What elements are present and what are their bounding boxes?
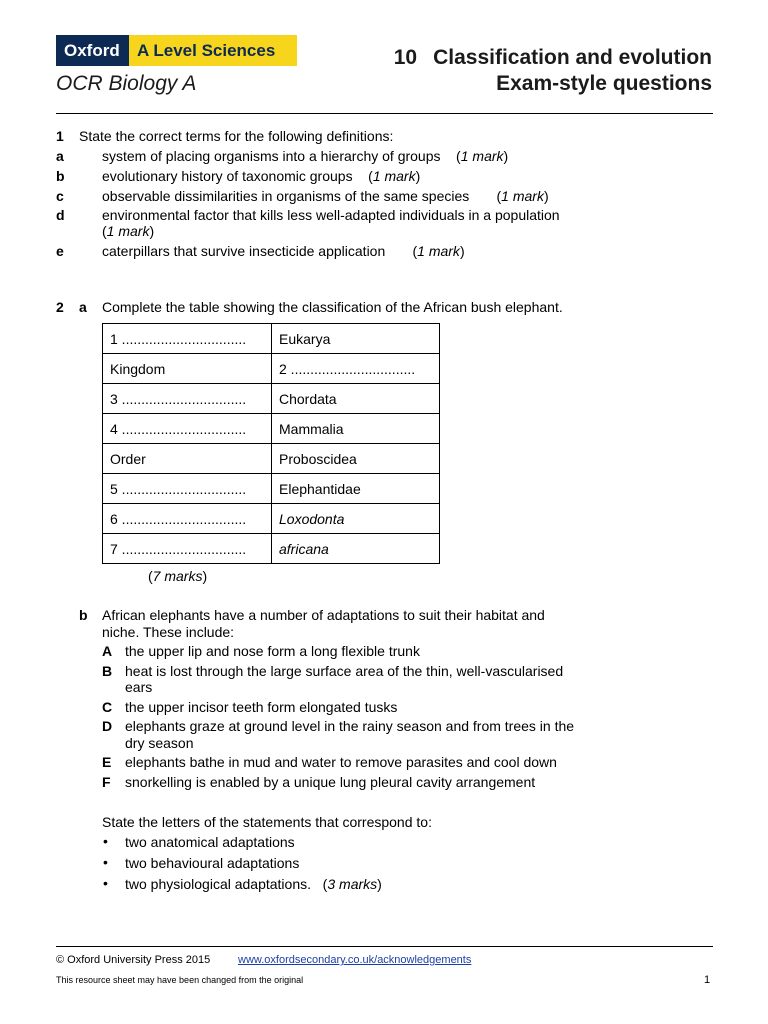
statement-text: the upper incisor teeth form elongated tusks — [125, 699, 398, 715]
table-cell[interactable]: 4 ................................ — [103, 414, 272, 444]
table-cell[interactable]: 3 ................................ — [103, 384, 272, 414]
header-divider — [56, 113, 713, 114]
bullet-icon: • — [103, 854, 108, 870]
bullet-icon: • — [103, 833, 108, 849]
bullet-item: two behavioural adaptations — [125, 855, 300, 871]
table-row — [103, 354, 440, 384]
q1d-marks-line: (1 mark) — [102, 223, 155, 239]
bullet-text: two physiological adaptations. — [125, 876, 312, 892]
footer-link[interactable]: www.oxfordsecondary.co.uk/acknowledgements — [238, 954, 472, 966]
q1a-label: a — [56, 148, 64, 164]
q2a-marks: 7 marks — [152, 568, 203, 584]
q1a-marks: 1 mark — [460, 148, 504, 164]
q1b-label: b — [56, 168, 65, 184]
table-cell[interactable]: 2 ................................ — [272, 354, 440, 384]
q2b-label: b — [79, 607, 88, 623]
statement-text: elephants graze at ground level in the rainy season and from trees in the — [125, 718, 575, 734]
statement-text: snorkelling is enabled by a unique lung pleural cavity arrangement — [125, 774, 536, 790]
q1c-label: c — [56, 188, 64, 204]
table-cell: Eukarya — [272, 324, 440, 354]
statement-letter: B — [102, 663, 113, 679]
q1-number: 1 — [56, 128, 64, 144]
q1e-text: caterpillars that survive insecticide application (1 mark) — [102, 243, 465, 259]
q2b-stem-1: African elephants have a number of adaptations to suit their habitat and — [102, 607, 545, 623]
table-row — [103, 324, 440, 354]
q1-stem: State the correct terms for the following definitions: — [79, 128, 394, 144]
q2b-marks: 3 marks — [327, 876, 378, 892]
statement-text: elephants bathe in mud and water to remove parasites and cool down — [125, 754, 557, 770]
table-row — [103, 474, 440, 504]
q1e-label: e — [56, 243, 64, 259]
q1a-text: system of placing organisms into a hierarchy of groups (1 mark) — [102, 148, 509, 164]
statement-letter: D — [102, 718, 113, 734]
footer-divider — [56, 946, 713, 947]
statement-text-cont: ears — [125, 679, 153, 695]
q1c-definition: observable dissimilarities in organisms of the same species — [102, 188, 470, 204]
statement-text: the upper lip and nose form a long flexible trunk — [125, 643, 420, 659]
table-cell[interactable]: 1 ................................ — [103, 324, 272, 354]
footer-copyright: © Oxford University Press 2015 — [56, 954, 211, 966]
statement-text-cont: dry season — [125, 735, 194, 751]
logo-oxford-text: Oxford — [56, 35, 129, 66]
q1b-marks: 1 mark — [372, 168, 416, 184]
table-cell: Proboscidea — [272, 444, 440, 474]
q1e-marks: 1 mark — [417, 243, 460, 259]
statement-letter: F — [102, 774, 111, 790]
q1b-definition: evolutionary history of taxonomic groups — [102, 168, 353, 184]
q2b-stem-2: niche. These include: — [102, 624, 235, 640]
table-cell[interactable]: 6 ................................ — [103, 504, 272, 534]
table-cell[interactable]: 5 ................................ — [103, 474, 272, 504]
bullet-item: two anatomical adaptations — [125, 834, 295, 850]
table-cell: Loxodonta — [272, 504, 440, 534]
q1d-marks: 1 mark — [106, 223, 150, 239]
footer-note: This resource sheet may have been changed from the original — [56, 975, 304, 985]
q1d-label: d — [56, 207, 65, 223]
q2a-stem: Complete the table showing the classification of the African bush elephant. — [102, 299, 563, 315]
page-subtitle: Exam-style questions — [496, 72, 712, 95]
statement-text: heat is lost through the large surface area of the thin, well-vascularised — [125, 663, 564, 679]
table-row — [103, 414, 440, 444]
q1c-marks: 1 mark — [501, 188, 544, 204]
page-number: 1 — [704, 974, 711, 986]
classification-table — [102, 323, 440, 564]
table-cell: Mammalia — [272, 414, 440, 444]
table-cell[interactable]: 7 ................................ — [103, 534, 272, 564]
chapter-number: 10 — [393, 46, 418, 69]
statement-letter: C — [102, 699, 113, 715]
bullet-item-last: two physiological adaptations. (3 marks) — [125, 876, 382, 892]
oxford-logo — [56, 35, 297, 66]
statement-letter: A — [102, 643, 113, 659]
q2b-prompt: State the letters of the statements that correspond to: — [102, 814, 432, 830]
table-row — [103, 504, 440, 534]
q1a-definition: system of placing organisms into a hierarchy of groups — [102, 148, 441, 164]
q1e-definition: caterpillars that survive insecticide application — [102, 243, 386, 259]
bullet-icon: • — [103, 875, 108, 891]
q1c-text: observable dissimilarities in organisms of the same species (1 mark) — [102, 188, 549, 204]
table-row — [103, 384, 440, 414]
table-cell: Kingdom — [103, 354, 272, 384]
logo-sciences-text: A Level Sciences — [129, 35, 297, 66]
chapter-heading — [394, 46, 712, 70]
course-title: OCR Biology A — [56, 72, 197, 95]
statement-letter: E — [102, 754, 112, 770]
table-cell: Chordata — [272, 384, 440, 414]
table-row — [103, 534, 440, 564]
table-cell: Order — [103, 444, 272, 474]
table-cell: Elephantidae — [272, 474, 440, 504]
q1d-definition: environmental factor that kills less well-adapted individuals in a population — [102, 207, 560, 223]
q2-number: 2 — [56, 299, 64, 315]
q2a-marks-line: (7 marks) — [148, 568, 208, 584]
q1b-text: evolutionary history of taxonomic groups (1 mark) — [102, 168, 421, 184]
table-row — [103, 444, 440, 474]
table-cell: africana — [272, 534, 440, 564]
chapter-title: Classification and evolution — [433, 46, 712, 69]
q2a-label: a — [79, 299, 87, 315]
